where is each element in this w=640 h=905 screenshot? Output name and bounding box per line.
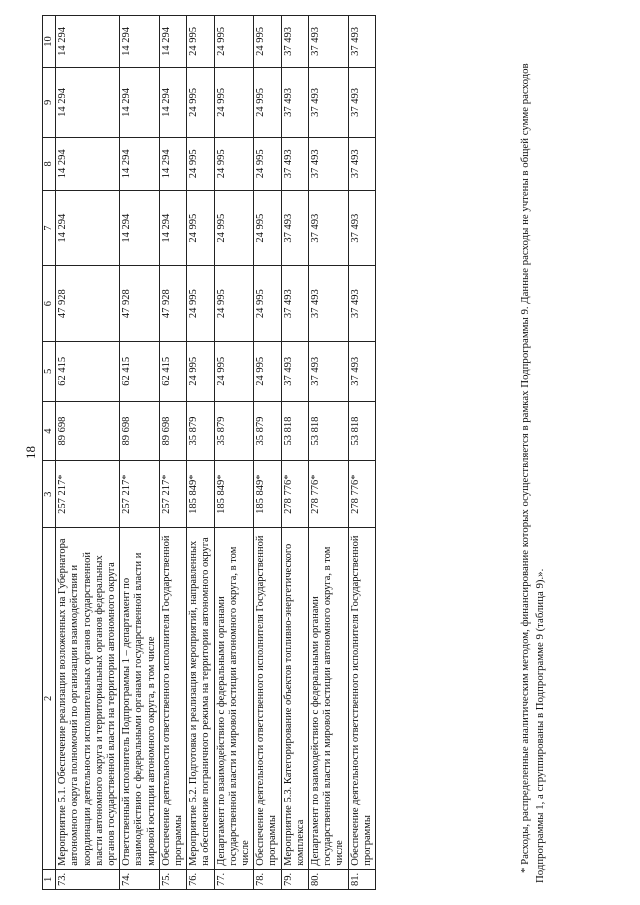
table-row xyxy=(56,16,120,890)
cell-col10: 37 493 xyxy=(348,16,375,68)
col-header: 6 xyxy=(43,266,56,342)
cell-col8: 24 995 xyxy=(187,137,214,190)
cell-col9: 24 995 xyxy=(214,67,254,137)
cell-col4: 53 818 xyxy=(348,401,375,461)
row-description: Обеспечение деятельности ответственного исполнителя Государственной программы xyxy=(159,528,186,870)
cell-col4: 89 698 xyxy=(120,401,160,461)
cell-col6: 37 493 xyxy=(309,266,349,342)
expenditure-table xyxy=(42,15,376,890)
page-number: 18 xyxy=(23,446,38,459)
table-row xyxy=(348,16,375,890)
cell-col5: 62 415 xyxy=(120,341,160,401)
cell-col4: 35 879 xyxy=(214,401,254,461)
col-header: 2 xyxy=(43,528,56,870)
cell-col8: 14 294 xyxy=(120,137,160,190)
cell-col9: 37 493 xyxy=(309,67,349,137)
cell-col3: 278 776* xyxy=(281,461,308,528)
cell-col7: 14 294 xyxy=(56,190,120,266)
cell-col6: 37 493 xyxy=(281,266,308,342)
cell-col6: 24 995 xyxy=(214,266,254,342)
row-number: 74. xyxy=(120,869,160,889)
cell-col10: 24 995 xyxy=(187,16,214,68)
cell-col5: 24 995 xyxy=(254,341,281,401)
cell-col8: 37 493 xyxy=(281,137,308,190)
cell-col9: 37 493 xyxy=(348,67,375,137)
cell-col6: 47 928 xyxy=(159,266,186,342)
cell-col8: 14 294 xyxy=(56,137,120,190)
table-row xyxy=(187,16,214,890)
cell-col3: 257 217* xyxy=(120,461,160,528)
cell-col9: 24 995 xyxy=(254,67,281,137)
cell-col7: 37 493 xyxy=(281,190,308,266)
row-description: Мероприятие 5.1. Обеспечение реализации возложенных на Губернатора автономного округа полномочий по организации взаимодействия и координации деятельности исполнительных органов государственной власти автономного округа и территориальных органов федеральных органов государственной власти на территории автономного округа xyxy=(56,528,120,870)
table-row xyxy=(159,16,186,890)
cell-col7: 14 294 xyxy=(120,190,160,266)
header-row xyxy=(43,16,56,890)
row-description: Обеспечение деятельности ответственного исполнителя Государственной программы xyxy=(254,528,281,870)
cell-col9: 14 294 xyxy=(159,67,186,137)
col-header: 8 xyxy=(43,137,56,190)
cell-col10: 14 294 xyxy=(120,16,160,68)
cell-col7: 37 493 xyxy=(348,190,375,266)
row-number: 75. xyxy=(159,869,186,889)
cell-col4: 89 698 xyxy=(159,401,186,461)
cell-col5: 24 995 xyxy=(187,341,214,401)
cell-col7: 24 995 xyxy=(187,190,214,266)
cell-col10: 37 493 xyxy=(281,16,308,68)
footnote-text: * Расходы, распределенные аналитическим методом, финансирование которых осуществляется в рамках Подпрограммы 9. Данные расходы не учтены в общей сумме расходов Подпрограммы 1, а сгруппированы в Подпрограмме 9 (таблица 9).». xyxy=(519,63,546,883)
cell-col7: 14 294 xyxy=(159,190,186,266)
cell-col10: 24 995 xyxy=(214,16,254,68)
cell-col5: 37 493 xyxy=(281,341,308,401)
row-description: Обеспечение деятельности ответственного исполнителя Государственной программы xyxy=(348,528,375,870)
cell-col4: 53 818 xyxy=(309,401,349,461)
cell-col3: 185 849* xyxy=(214,461,254,528)
cell-col6: 24 995 xyxy=(254,266,281,342)
col-header: 5 xyxy=(43,341,56,401)
cell-col4: 35 879 xyxy=(187,401,214,461)
table-row xyxy=(309,16,349,890)
cell-col6: 24 995 xyxy=(187,266,214,342)
cell-col3: 257 217* xyxy=(56,461,120,528)
cell-col3: 278 776* xyxy=(309,461,349,528)
cell-col3: 278 776* xyxy=(348,461,375,528)
row-description: Ответственный исполнитель Подпрограммы 1 – департамент по взаимодействию с федеральными органами государственной власти и мировой юстиции автономного округа, в том числе xyxy=(120,528,160,870)
cell-col10: 24 995 xyxy=(254,16,281,68)
row-number: 77. xyxy=(214,869,254,889)
cell-col10: 14 294 xyxy=(56,16,120,68)
cell-col4: 53 818 xyxy=(281,401,308,461)
cell-col8: 24 995 xyxy=(214,137,254,190)
cell-col9: 37 493 xyxy=(281,67,308,137)
col-header: 7 xyxy=(43,190,56,266)
cell-col7: 24 995 xyxy=(214,190,254,266)
cell-col3: 257 217* xyxy=(159,461,186,528)
col-header: 3 xyxy=(43,461,56,528)
cell-col10: 37 493 xyxy=(309,16,349,68)
row-number: 79. xyxy=(281,869,308,889)
cell-col6: 47 928 xyxy=(56,266,120,342)
cell-col7: 24 995 xyxy=(254,190,281,266)
footnote xyxy=(518,23,548,883)
table-row xyxy=(214,16,254,890)
cell-col8: 14 294 xyxy=(159,137,186,190)
cell-col9: 24 995 xyxy=(187,67,214,137)
cell-col5: 62 415 xyxy=(159,341,186,401)
row-number: 76. xyxy=(187,869,214,889)
cell-col4: 89 698 xyxy=(56,401,120,461)
col-header: 9 xyxy=(43,67,56,137)
row-description: Департамент по взаимодействию с федеральными органами государственной власти и мировой юстиции автономного округа, в том числе xyxy=(214,528,254,870)
cell-col5: 37 493 xyxy=(309,341,349,401)
table-row xyxy=(281,16,308,890)
cell-col4: 35 879 xyxy=(254,401,281,461)
row-description: Мероприятие 5.2. Подготовка и реализация мероприятий, направленных на обеспечение пограничного режима на территории автономного округа xyxy=(187,528,214,870)
cell-col10: 14 294 xyxy=(159,16,186,68)
cell-col8: 24 995 xyxy=(254,137,281,190)
col-header: 4 xyxy=(43,401,56,461)
cell-col5: 24 995 xyxy=(214,341,254,401)
cell-col3: 185 849* xyxy=(254,461,281,528)
cell-col9: 14 294 xyxy=(56,67,120,137)
row-number: 78. xyxy=(254,869,281,889)
cell-col6: 37 493 xyxy=(348,266,375,342)
cell-col8: 37 493 xyxy=(309,137,349,190)
cell-col5: 62 415 xyxy=(56,341,120,401)
row-number: 73. xyxy=(56,869,120,889)
col-header: 1 xyxy=(43,869,56,889)
cell-col9: 14 294 xyxy=(120,67,160,137)
table-row xyxy=(120,16,160,890)
row-description: Мероприятие 5.3. Категорирование объектов топливно-энергетического комплекса xyxy=(281,528,308,870)
cell-col8: 37 493 xyxy=(348,137,375,190)
row-description: Департамент по взаимодействию с федеральными органами государственной власти и мировой юстиции автономного округа, в том числе xyxy=(309,528,349,870)
row-number: 81. xyxy=(348,869,375,889)
cell-col5: 37 493 xyxy=(348,341,375,401)
cell-col6: 47 928 xyxy=(120,266,160,342)
table-row xyxy=(254,16,281,890)
row-number: 80. xyxy=(309,869,349,889)
cell-col3: 185 849* xyxy=(187,461,214,528)
col-header: 10 xyxy=(43,16,56,68)
cell-col7: 37 493 xyxy=(309,190,349,266)
